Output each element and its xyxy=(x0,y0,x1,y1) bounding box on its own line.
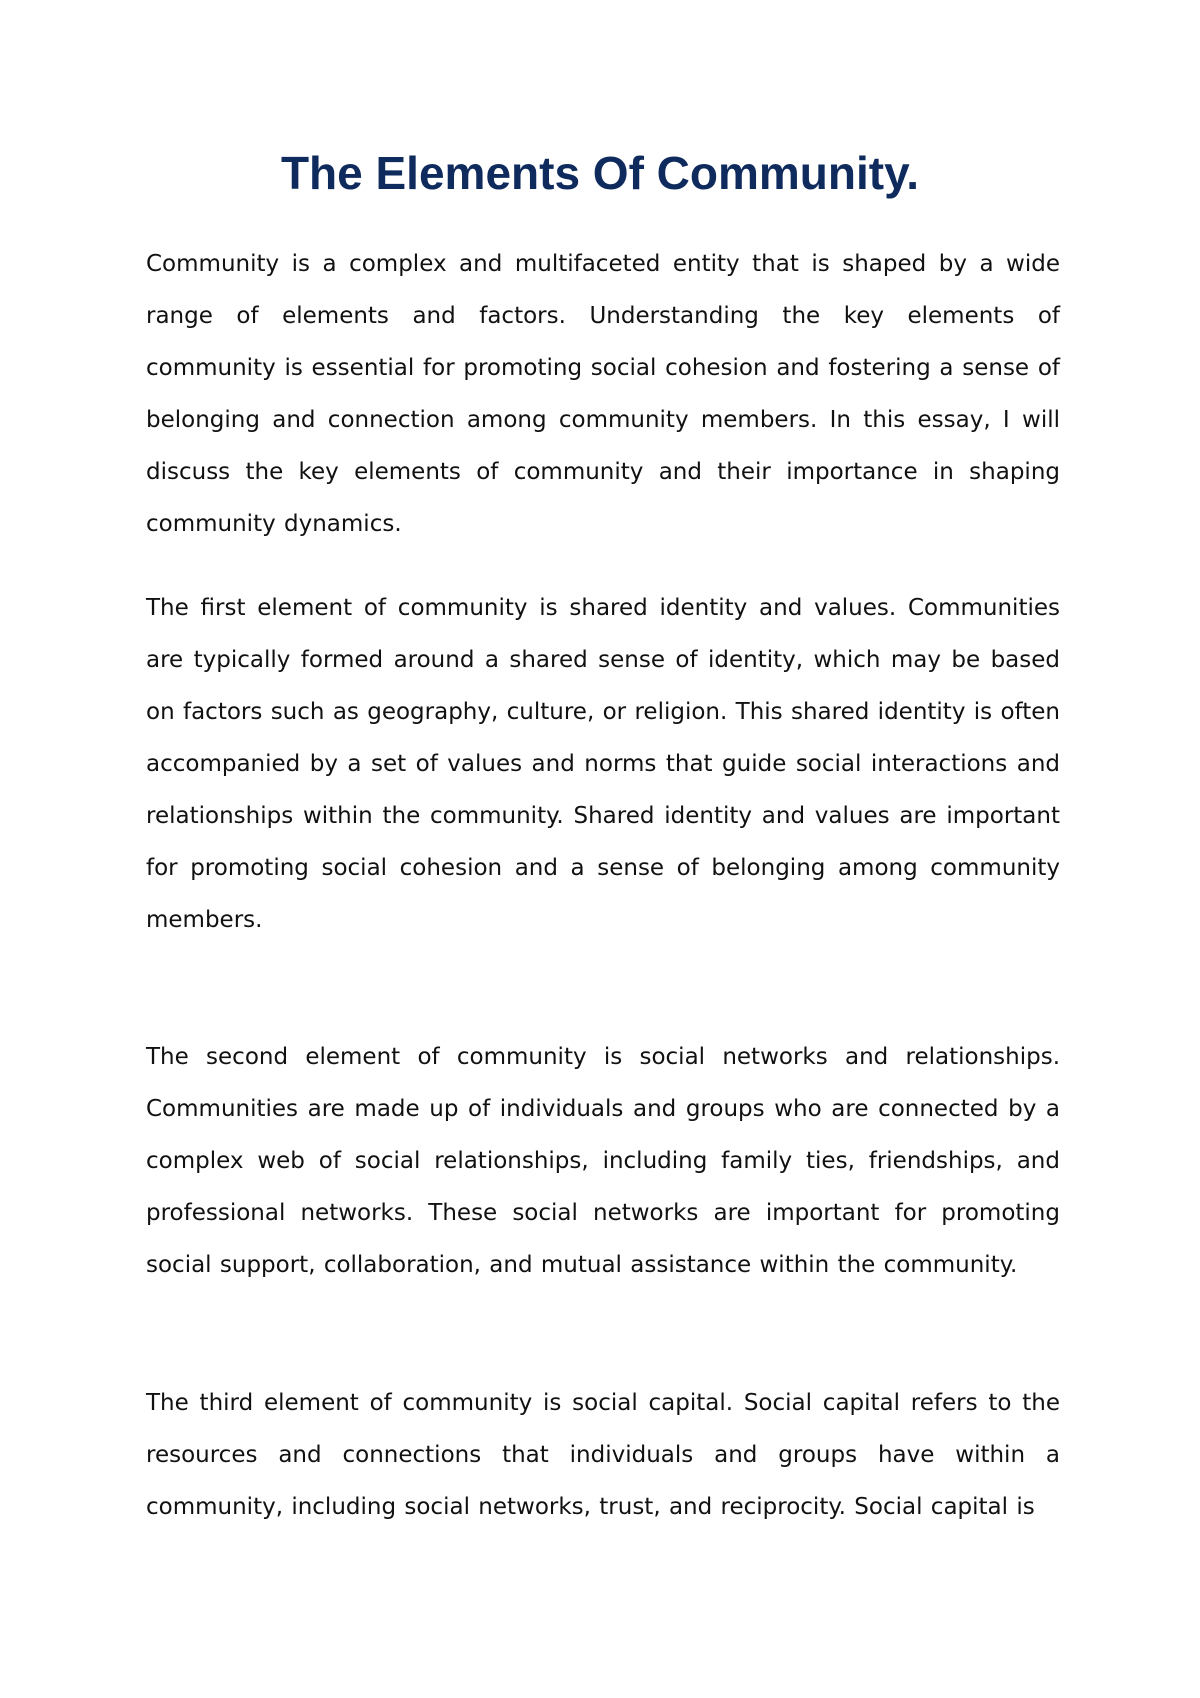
document-title: The Elements Of Community. xyxy=(280,147,920,199)
paragraph-social-capital: The third element of community is social capital. Social capital refers to the resources and connections that individuals and groups have within a community, including social networks, trust, and reciprocity. Social capital is xyxy=(146,1390,1060,1520)
paragraph-social-networks: The second element of community is social networks and relationships. Communities are made up of individuals and groups who are connected by a complex web of social relationships, including family ties, friendships, and professional networks. These social networks are important for promoting social support, collaboration, and mutual assistance within the community. xyxy=(146,1044,1060,1278)
paragraph-shared-identity: The first element of community is shared identity and values. Communities are typically formed around a shared sense of identity, which may be based on factors such as geography, culture, or religion. This shared identity is often accompanied by a set of values and norms that guide social interactions and relationships within the community. Shared identity and values are important for promoting social cohesion and a sense of belonging among community members. xyxy=(146,595,1060,933)
paragraph-introduction: Community is a complex and multifaceted entity that is shaped by a wide range of elements and factors. Understanding the key elements of community is essential for promoting social cohesion and fostering a sense of belonging and connection among community members. In this essay, I will discuss the key elements of community and their importance in shaping community dynamics. xyxy=(146,251,1060,537)
